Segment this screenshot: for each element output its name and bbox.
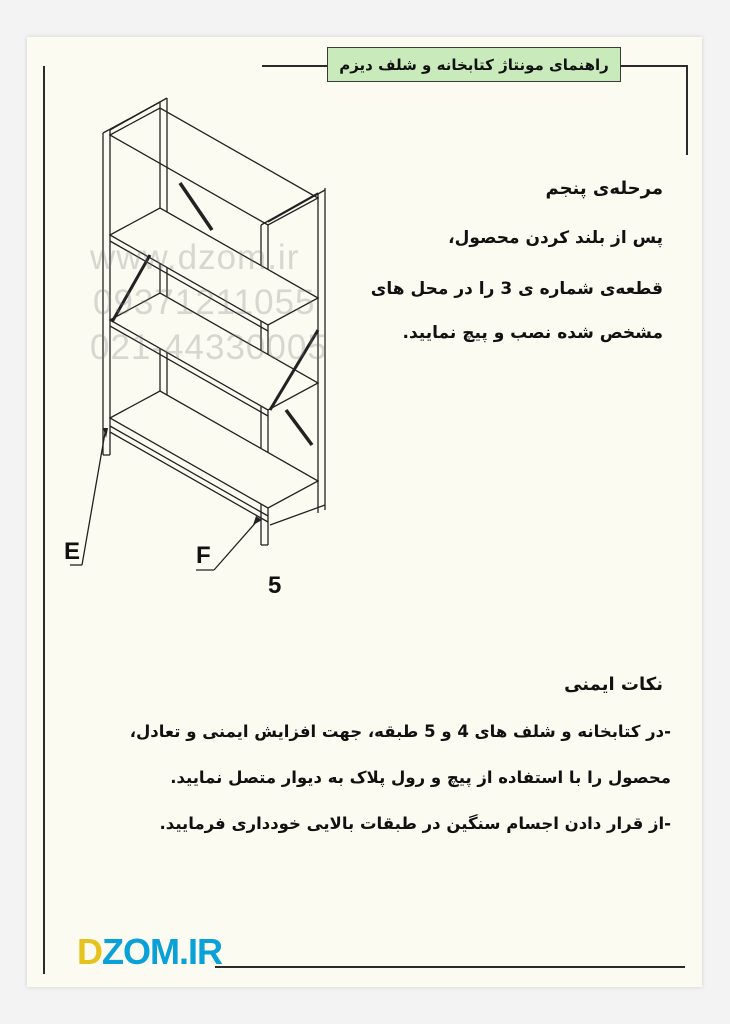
dzom-logo: [77, 931, 222, 972]
step-line-1: پس از بلند کردن محصول،: [448, 228, 663, 248]
logo-text: ZOM.IR: [102, 931, 222, 972]
guide-title: راهنمای مونتاژ کتابخانه و شلف دیزم: [339, 55, 609, 74]
safety-title: نکات ایمنی: [564, 674, 663, 695]
watermark-phone: 021-44330005: [90, 328, 328, 367]
safety-line-2: محصول را با استفاده از پیچ و رول پلاک به دیوار متصل نمایید.: [170, 768, 671, 787]
step-line-2: قطعه‌ی شماره ی 3 را در محل های: [370, 279, 663, 299]
watermark-website: www.dzom.ir: [90, 238, 300, 277]
step-title: مرحله‌ی پنجم: [545, 178, 663, 199]
callout-label-f: F: [196, 542, 211, 569]
step-number: 5: [268, 572, 282, 599]
watermark-mobile: 09371211055: [93, 283, 316, 322]
logo-letter-d: D: [77, 931, 102, 972]
safety-line-3: -از قرار دادن اجسام سنگین در طبقات بالایی خودداری فرمایید.: [159, 814, 671, 833]
safety-line-1: -در کتابخانه و شلف های 4 و 5 طبقه، جهت افزایش ایمنی و تعادل،: [129, 722, 671, 741]
callout-label-e: E: [64, 538, 81, 565]
step-line-3: مشخص شده نصب و پیچ نمایید.: [402, 323, 663, 343]
